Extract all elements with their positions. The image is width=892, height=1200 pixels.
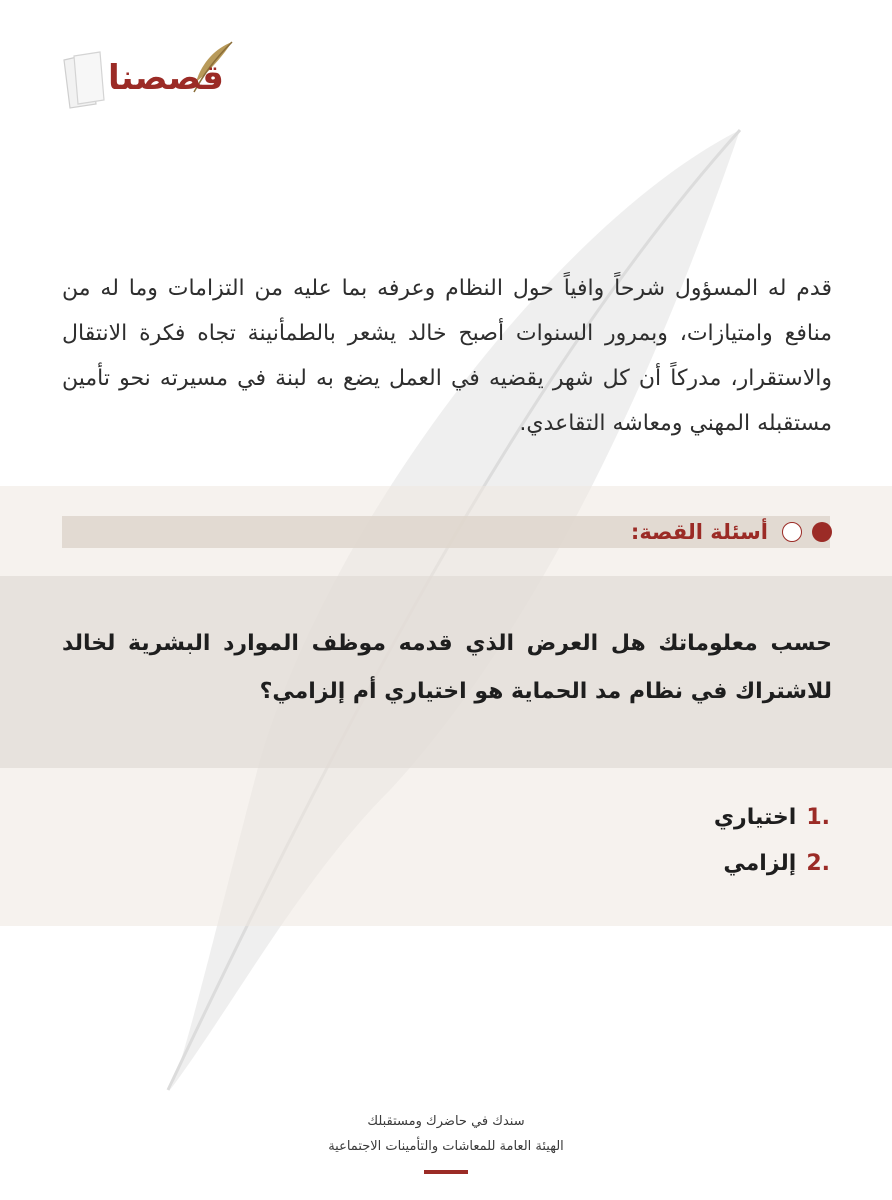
question-text: حسب معلوماتك هل العرض الذي قدمه موظف الموارد البشرية لخالد للاشتراك في نظام مد الحماية هو اختياري أم إلزامي؟ — [62, 631, 832, 704]
footer — [0, 1112, 892, 1174]
logo-text: قصصنا — [108, 58, 224, 98]
questions-title: أسئلة القصة: — [630, 520, 768, 544]
filled-circle-icon — [812, 522, 832, 542]
intro-paragraph: قدم له المسؤول شرحاً وافياً حول النظام وعرفه بما عليه من التزامات وما له من منافع وامتيازات، وبمرور السنوات أصبح خالد يشعر بالطمأنينة تجاه فكرة الانتقال والاستقرار، مدركاً أن كل شهر يقضيه في العمل يضع به لبنة في مسيرته نحو تأمين مستقبله المهني ومعاشه التقاعدي. — [62, 276, 832, 436]
option-number: 2. — [806, 850, 830, 876]
questions-heading — [631, 516, 832, 548]
footer-accent-bar — [424, 1170, 468, 1174]
option-label: إلزامي — [723, 850, 797, 876]
option-item[interactable] — [714, 840, 830, 886]
option-item[interactable] — [714, 794, 830, 840]
footer-organization: الهيئة العامة للمعاشات والتأمينات الاجتماعية — [328, 1139, 564, 1154]
answer-options — [714, 794, 830, 886]
option-label: اختياري — [713, 804, 797, 830]
qisasna-logo — [56, 38, 246, 116]
footer-slogan: سندك في حاضرك ومستقبلك — [367, 1114, 525, 1129]
option-number: 1. — [806, 804, 830, 830]
empty-circle-icon — [782, 522, 802, 542]
